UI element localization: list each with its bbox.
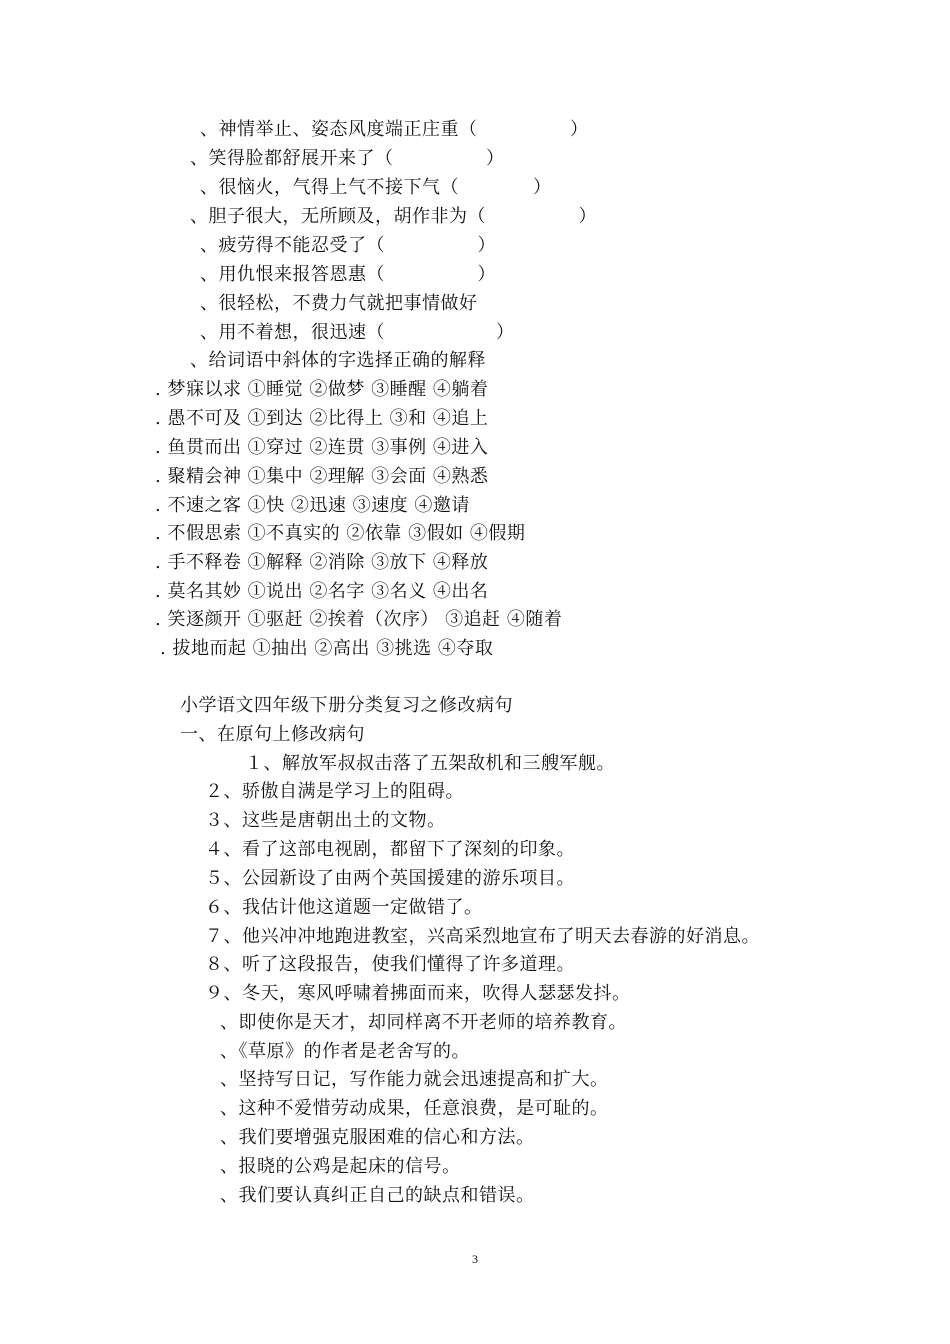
sentence-line: ３、这些是唐朝出土的文物。 [205,810,446,831]
sentence-line: ４、看了这部电视剧，都留下了深刻的印象。 [205,839,575,860]
sentence-line: 、坚持写日记，写作能力就会迅速提高和扩大。 [220,1069,609,1090]
sentence-line: 、我们要增强克服困难的信心和方法。 [220,1127,535,1148]
sentence-line: ８、听了这段报告，使我们懂得了许多道理。 [205,954,575,975]
meaning-line: . 笑逐颜开 ①驱赶 ②挨着（次序） ③追赶 ④随着 [155,609,563,630]
sentence-line: ９、冬天，寒风呼啸着拂面而来，吹得人瑟瑟发抖。 [205,983,631,1004]
page-number: 3 [472,1252,478,1266]
meaning-line: . 鱼贯而出 ①穿过 ②连贯 ③事例 ④进入 [155,437,489,458]
definition-line: 、很轻松，不费力气就把事情做好 [200,293,478,314]
definition-line: 、笑得脸都舒展开来了（ ） [190,148,505,169]
section-title: 小学语文四年级下册分类复习之修改病句 [180,695,513,716]
sentence-line: 、这种不爱惜劳动成果，任意浪费，是可耻的。 [220,1098,609,1119]
sentence-line: ５、公园新设了由两个英国援建的游乐项目。 [205,868,575,889]
sentence-line: １、解放军叔叔击落了五架敌机和三艘军舰。 [245,753,615,774]
meaning-line: . 莫名其妙 ①说出 ②名字 ③名义 ④出名 [155,581,489,602]
meaning-line: . 愚不可及 ①到达 ②比得上 ③和 ④追上 [155,408,489,429]
sentence-line: 、即使你是天才，却同样离不开老师的培养教育。 [220,1012,627,1033]
sentence-line: ７、他兴冲冲地跑进教室，兴高采烈地宣布了明天去春游的好消息。 [205,926,760,947]
meaning-line: . 聚精会神 ①集中 ②理解 ③会面 ④熟悉 [155,466,489,487]
meaning-line: . 不假思索 ①不真实的 ②依靠 ③假如 ④假期 [155,523,526,544]
sentence-line: ２、骄傲自满是学习上的阻碍。 [205,781,464,802]
definition-line: 、神情举止、姿态风度端正庄重（ ） [200,119,589,140]
definition-line: 、很恼火，气得上气不接下气（ ） [200,177,552,198]
meaning-line: . 手不释卷 ①解释 ②消除 ③放下 ④释放 [155,552,489,573]
meaning-line: . 梦寐以求 ①睡觉 ②做梦 ③睡醒 ④躺着 [155,379,489,400]
definition-line: 、疲劳得不能忍受了（ ） [200,235,496,256]
sentence-line: 、我们要认真纠正自己的缺点和错误。 [220,1185,535,1206]
meaning-line: . 拔地而起 ①抽出 ②高出 ③挑选 ④夺取 [160,638,494,659]
definition-line: 、胆子很大，无所顾及，胡作非为（ ） [190,206,597,227]
meaning-line: . 不速之客 ①快 ②迅速 ③速度 ④邀请 [155,495,470,516]
instruction-line: 、给词语中斜体的字选择正确的解释 [190,350,486,371]
sentence-line: 、《草原》的作者是老舍写的。 [220,1041,470,1062]
sentence-line: ６、我估计他这道题一定做错了。 [205,897,483,918]
definition-line: 、用不着想，很迅速（ ） [200,322,515,343]
definition-line: 、用仇恨来报答恩惠（ ） [200,264,496,285]
sentence-line: 、报晓的公鸡是起床的信号。 [220,1156,461,1177]
subsection-title: 一、在原句上修改病句 [180,724,365,745]
